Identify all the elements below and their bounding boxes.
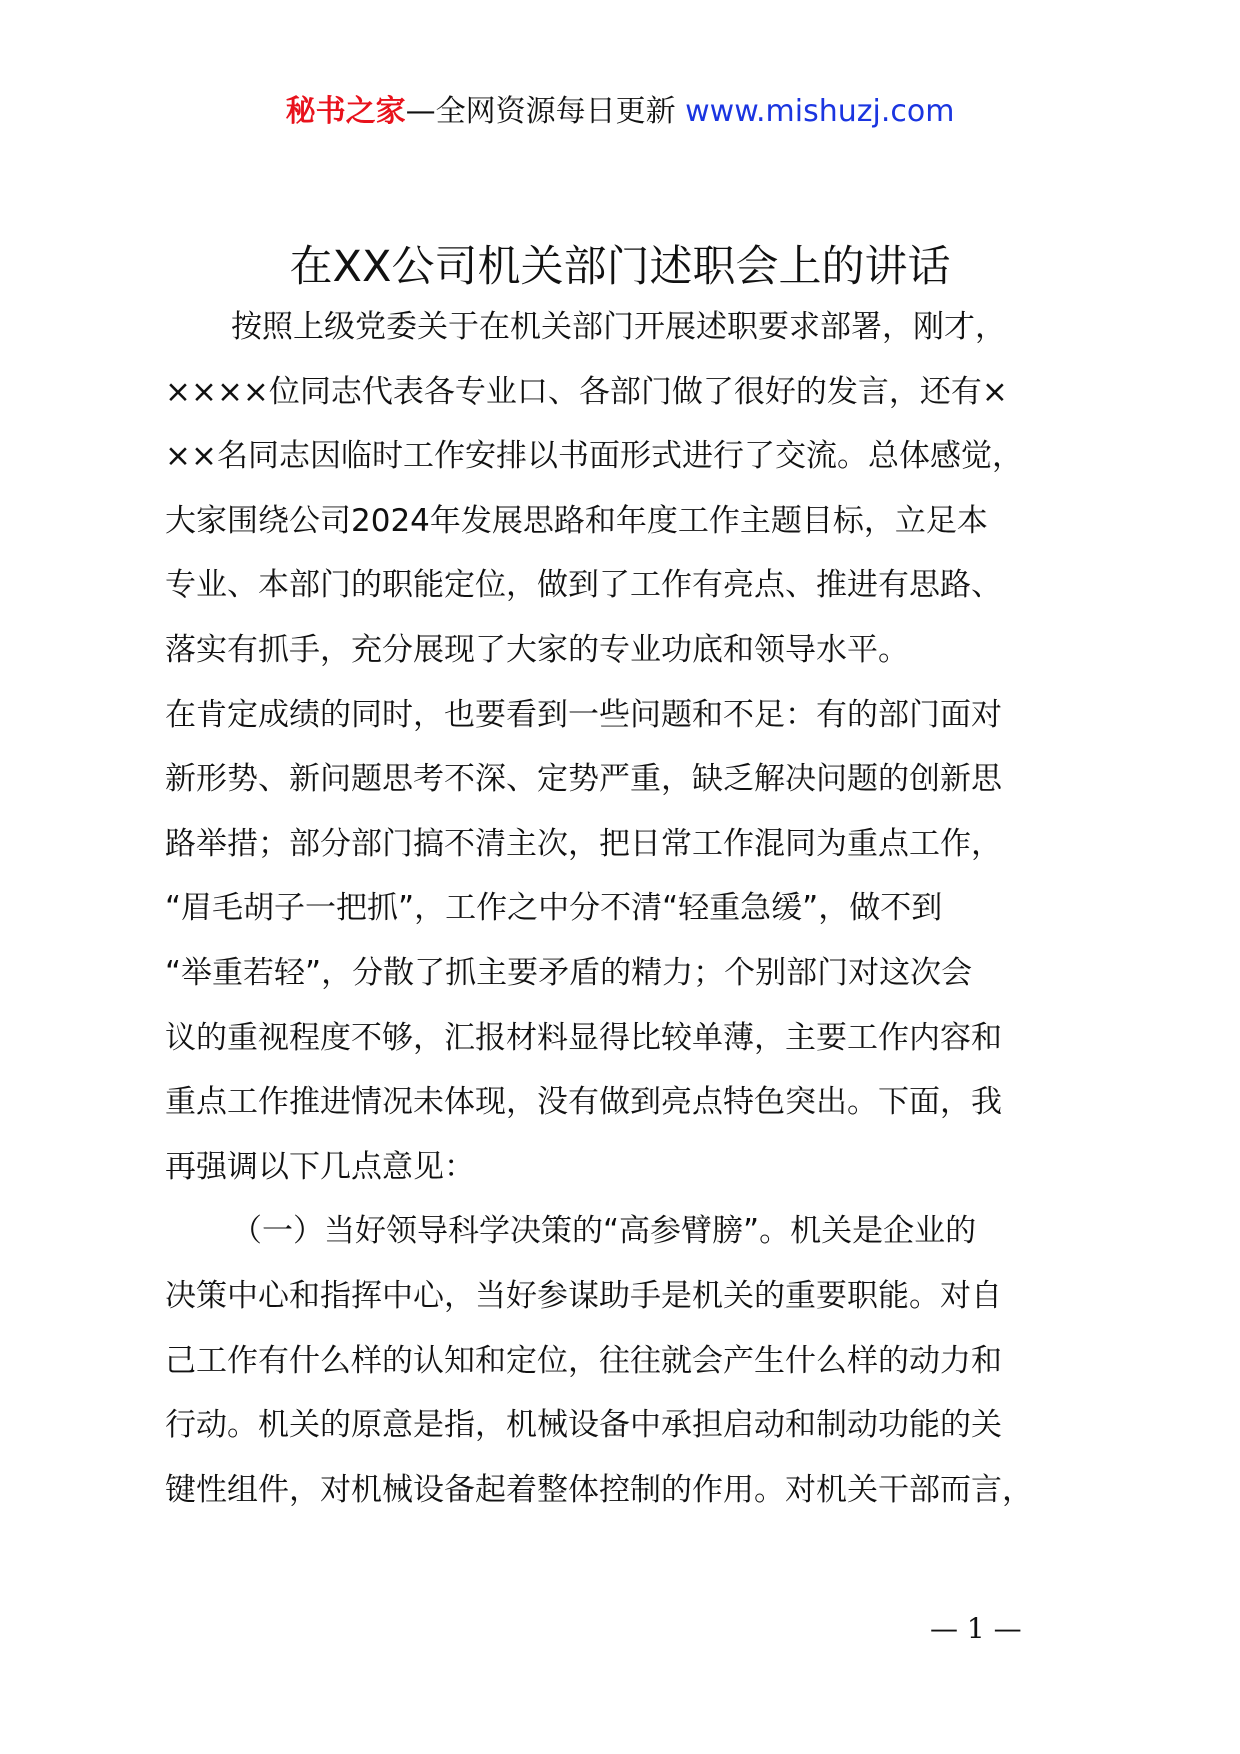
body-line: 按照上级党委关于在机关部门开展述职要求部署，刚才， [231,309,1006,345]
body-line: “举重若轻”，分散了抓主要矛盾的精力；个别部门对这次会 [165,954,973,991]
page-number: — 1 — [930,1612,1022,1645]
body-line: 在肯定成绩的同时，也要看到一些问题和不足：有的部门面对 [165,696,1002,733]
body-line: 大家围绕公司2024年发展思路和年度工作主题目标，立足本 [165,502,988,539]
site-header [0,92,1240,132]
body-line: “眉毛胡子一把抓”，工作之中分不清“轻重急缓”，做不到 [165,890,943,927]
site-tagline: —全网资源每日更新 [405,94,676,129]
document-title: 在XX公司机关部门述职会上的讲话 [289,242,951,292]
body-line: ××名同志因临时工作安排以书面形式进行了交流。总体感觉， [165,438,1023,475]
body-line: 落实有抓手，充分展现了大家的专业功底和领导水平。 [165,631,909,668]
body-line: ××××位同志代表各专业口、各部门做了很好的发言，还有× [165,373,1008,410]
body-line: 再强调以下几点意见： [165,1148,475,1185]
body-line: 新形势、新问题思考不深、定势严重，缺乏解决问题的创新思 [165,761,1002,798]
body-line: 行动。机关的原意是指，机械设备中承担启动和制动功能的关 [165,1407,1002,1444]
body-line: 决策中心和指挥中心，当好参谋助手是机关的重要职能。对自 [165,1277,1002,1314]
body-line: 路举措；部分部门搞不清主次，把日常工作混同为重点工作， [165,825,1002,862]
site-url-link[interactable]: www.mishuzj.com [685,94,955,129]
body-line: 己工作有什么样的认知和定位，往往就会产生什么样的动力和 [165,1342,1002,1379]
body-line: 议的重视程度不够，汇报材料显得比较单薄，主要工作内容和 [165,1019,1002,1056]
document-body [165,295,1125,1522]
body-line: 键性组件，对机械设备起着整体控制的作用。对机关干部而言， [165,1471,1033,1508]
body-line: （一）当好领导科学决策的“高参臂膀”。机关是企业的 [231,1213,977,1250]
body-line: 专业、本部门的职能定位，做到了工作有亮点、推进有思路、 [165,567,1002,604]
site-brand: 秘书之家 [285,94,406,129]
body-line: 重点工作推进情况未体现，没有做到亮点特色突出。下面，我 [165,1084,1002,1121]
